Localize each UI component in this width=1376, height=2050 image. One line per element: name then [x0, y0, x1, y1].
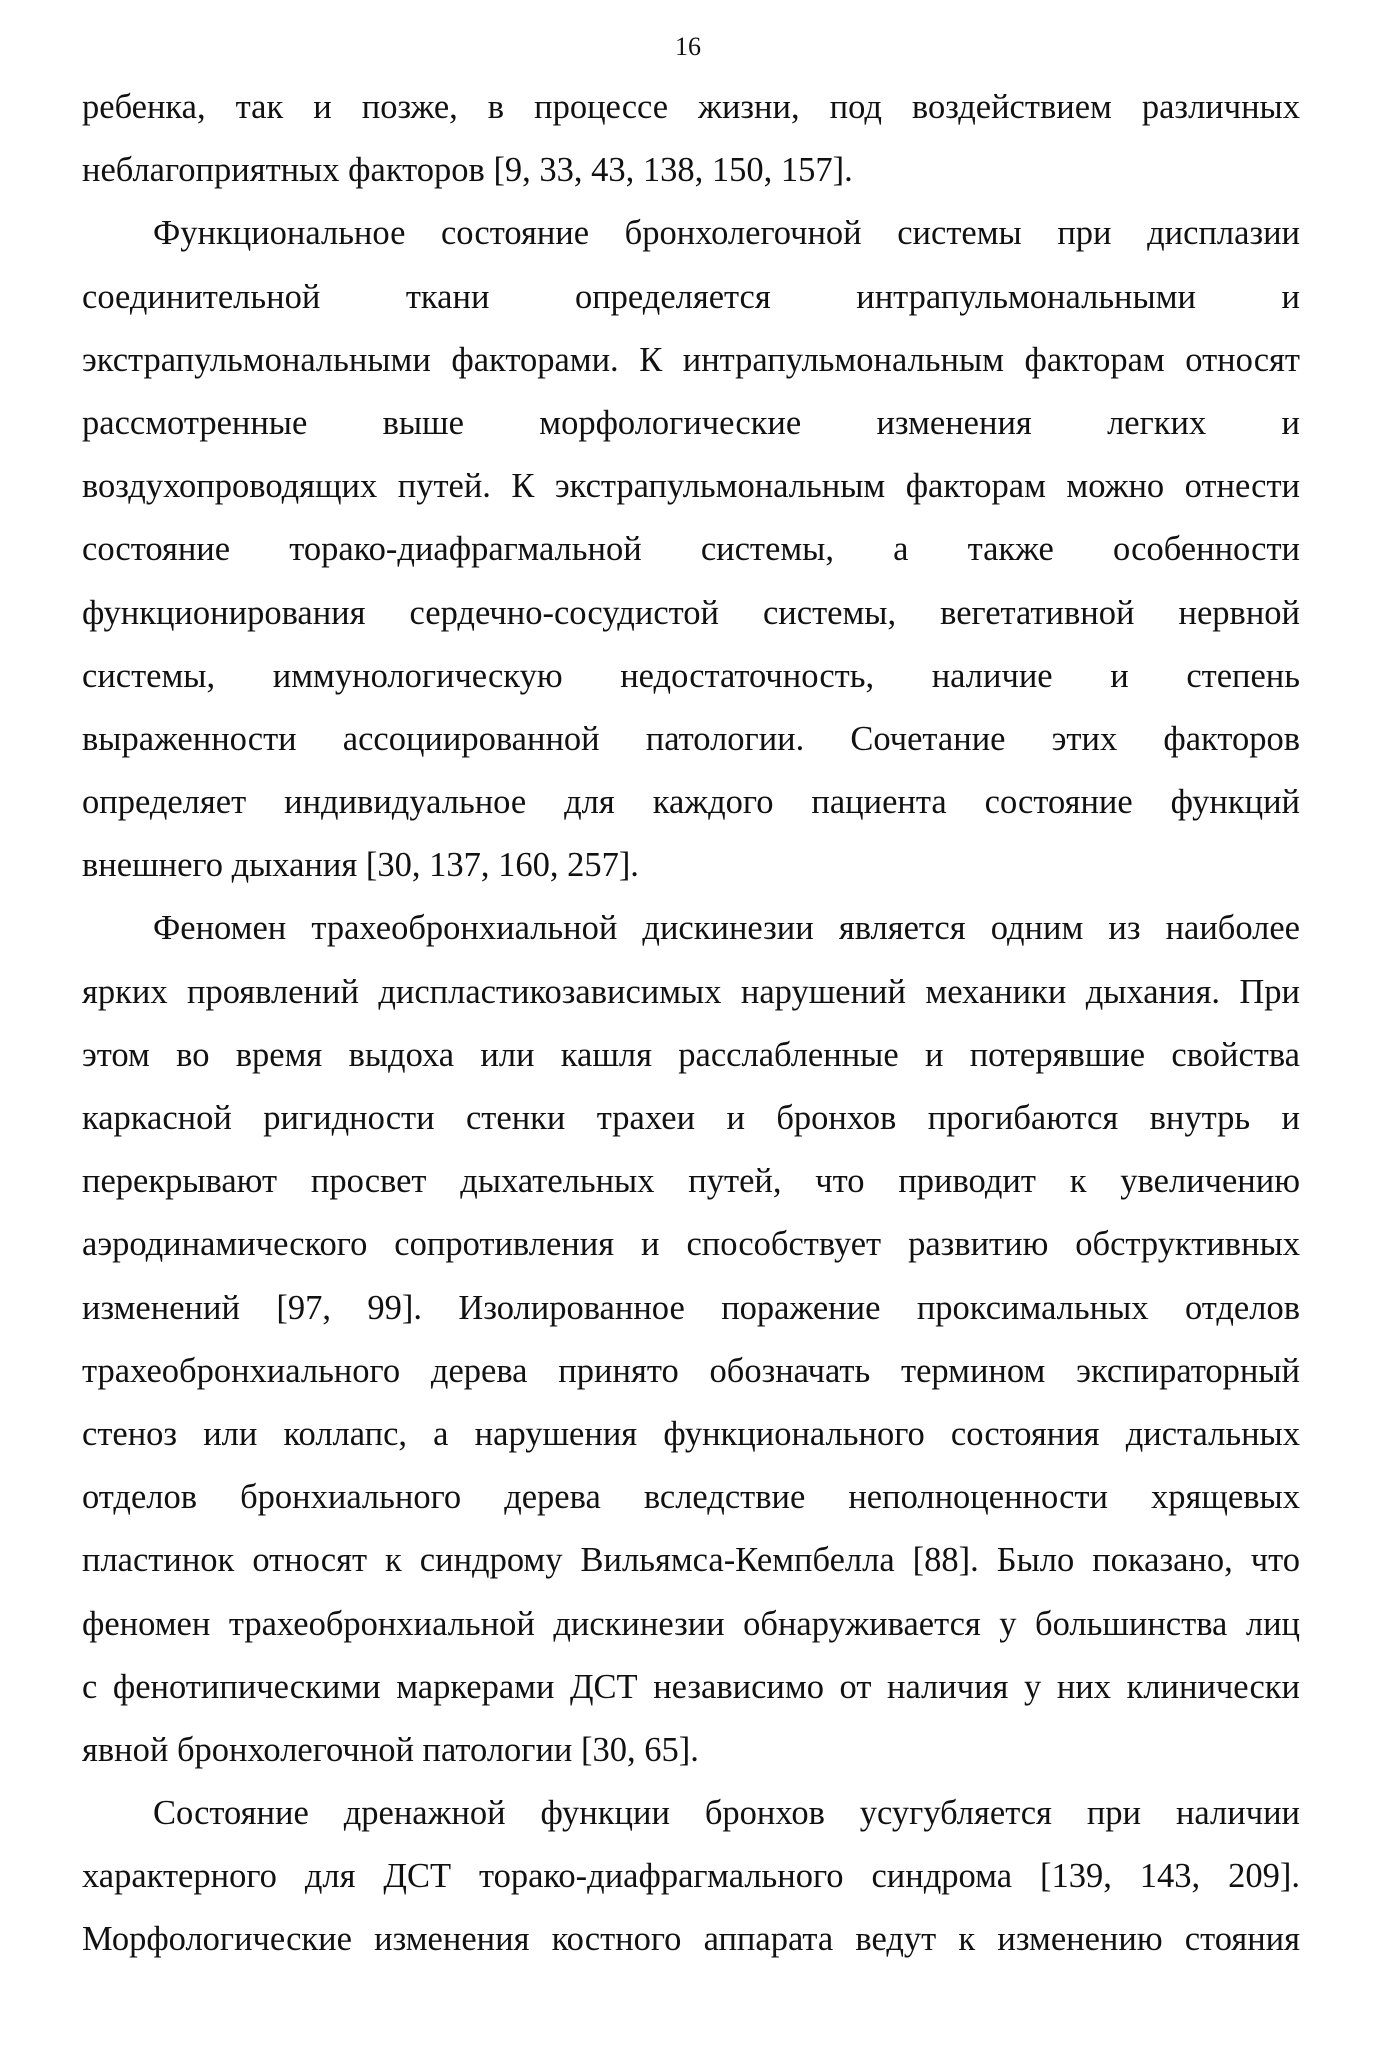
text-line: трахеобронхиального дерева принято обозначать термином экспираторный [82, 1351, 1300, 1390]
text-line: определяет индивидуальное для каждого пациента состояние функций [82, 783, 1300, 822]
paragraph [82, 897, 1300, 1782]
text-line: рассмотренные выше морфологические изменения легких и [82, 403, 1300, 442]
text-line: пластинок относят к синдрому Вильямса-Кемпбелла [88]. Было показано, что [82, 1541, 1300, 1580]
page-number: 16 [675, 32, 701, 61]
text-line: аэродинамического сопротивления и способствует развитию обструктивных [82, 1225, 1300, 1264]
text-line: экстрапульмональными факторами. К интрапульмональным факторам относят [82, 340, 1300, 379]
text-line: характерного для ДСТ торако-диафрагмального синдрома [139, 143, 209]. [82, 1857, 1300, 1896]
text-line: стеноз или коллапс, а нарушения функционального состояния дистальных [82, 1414, 1300, 1453]
text-line: феномен трахеобронхиальной дискинезии обнаруживается у большинства лиц [82, 1604, 1300, 1643]
paragraph [82, 1782, 1300, 1972]
text-line: с фенотипическими маркерами ДСТ независимо от наличия у них клинически [82, 1667, 1300, 1706]
text-line: выраженности ассоциированной патологии. Сочетание этих факторов [82, 719, 1300, 758]
text-line: этом во время выдоха или кашля расслабленные и потерявшие свойства [82, 1035, 1300, 1074]
text-line: Феномен трахеобронхиальной дискинезии является одним из наиболее [153, 909, 1300, 948]
text-line: отделов бронхиального дерева вследствие неполноценности хрящевых [82, 1478, 1300, 1517]
text-line: Функциональное состояние бронхолегочной системы при дисплазии [153, 214, 1300, 253]
paragraph [82, 202, 1300, 897]
text-line: ярких проявлений диспластикозависимых нарушений механики дыхания. При [82, 972, 1300, 1011]
text-line: соединительной ткани определяется интрапульмональными и [82, 277, 1300, 316]
text-line: функционирования сердечно-сосудистой системы, вегетативной нервной [82, 593, 1300, 632]
text-line: явной бронхолегочной патологии [30, 65]. [82, 1730, 699, 1769]
text-line: системы, иммунологическую недостаточность, наличие и степень [82, 656, 1300, 695]
text-line: Состояние дренажной функции бронхов усугубляется при наличии [153, 1794, 1300, 1833]
paragraph [82, 76, 1300, 202]
text-line: неблагоприятных факторов [9, 33, 43, 138, 150, 157]. [82, 151, 853, 190]
text-line: состояние торако-диафрагмальной системы, а также особенности [82, 530, 1300, 569]
text-line: воздухопроводящих путей. К экстрапульмональным факторам можно отнести [82, 467, 1300, 506]
text-line: изменений [97, 99]. Изолированное поражение проксимальных отделов [82, 1288, 1300, 1327]
body-text [82, 76, 1300, 1972]
text-line: перекрывают просвет дыхательных путей, что приводит к увеличению [82, 1162, 1300, 1201]
text-line: каркасной ригидности стенки трахеи и бронхов прогибаются внутрь и [82, 1099, 1300, 1137]
text-line: внешнего дыхания [30, 137, 160, 257]. [82, 846, 639, 885]
text-line: ребенка, так и позже, в процессе жизни, под воздействием различных [82, 88, 1300, 126]
text-line: Морфологические изменения костного аппарата ведут к изменению стояния [82, 1920, 1300, 1959]
